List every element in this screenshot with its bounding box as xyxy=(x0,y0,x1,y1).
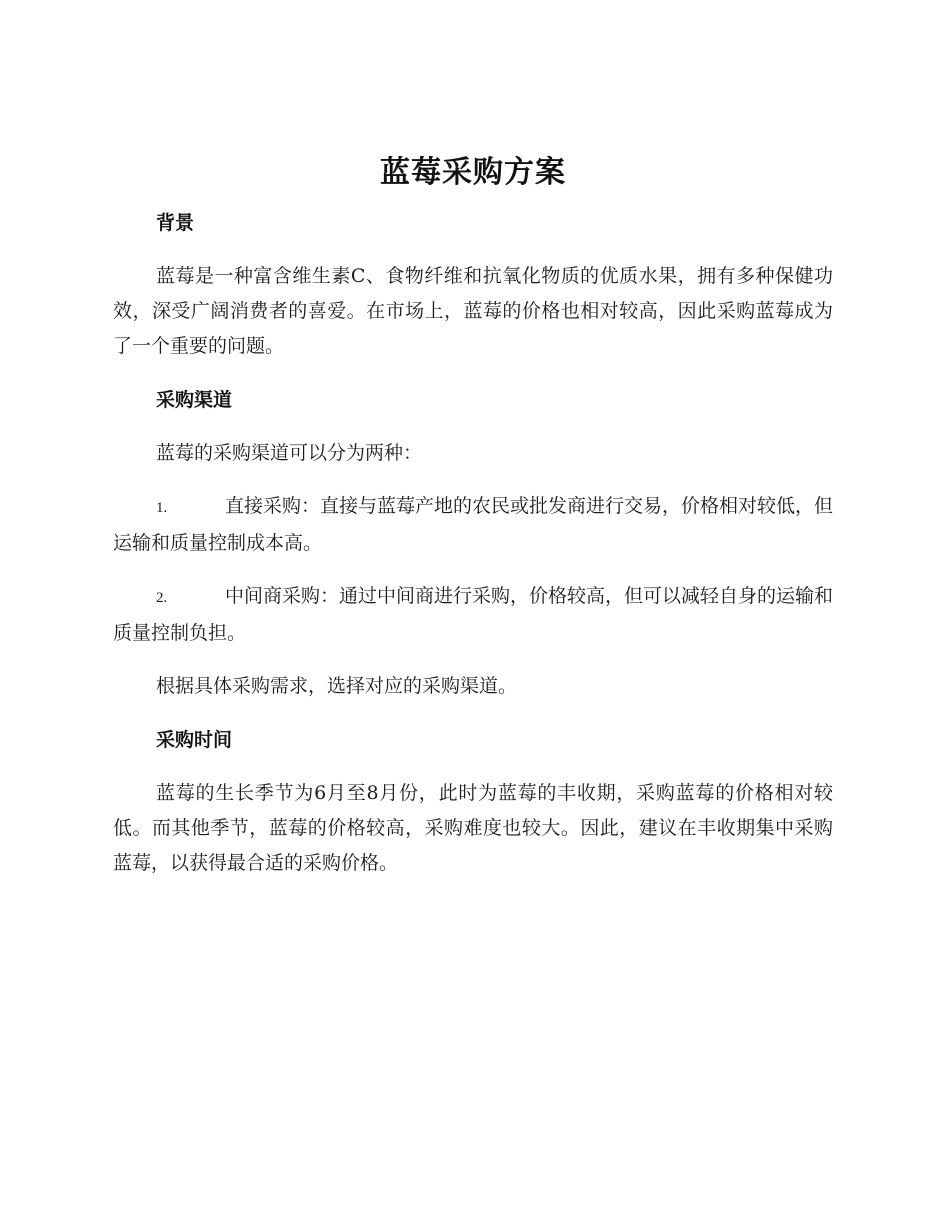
spacer xyxy=(113,364,833,378)
channels-conclusion: 根据具体采购需求，选择对应的采购渠道。 xyxy=(156,675,518,697)
spacer xyxy=(113,245,833,259)
timing-paragraph: 蓝莓的生长季节为6月至8月份，此时为蓝莓的丰收期，采购蓝莓的价格相对较低。而其他季节，蓝莓的价格较高，采购难度也较大。因此，建议在丰收期集中采购蓝莓，以获得最合适的采购价格。 xyxy=(113,782,833,874)
channels-intro: 蓝莓的采购渠道可以分为两种： xyxy=(156,442,423,464)
section-heading-timing: 采购时间 xyxy=(156,729,233,751)
list-item-number: 2. xyxy=(156,590,168,606)
background-paragraph: 蓝莓是一种富含维生素C、食物纤维和抗氧化物质的优质水果，拥有多种保健功效，深受广阔消费者的喜爱。在市场上，蓝莓的价格也相对较高，因此采购蓝莓成为了一个重要的问题。 xyxy=(113,265,833,357)
spacer xyxy=(113,762,833,776)
list-item xyxy=(113,579,833,651)
list-item-number: 1. xyxy=(156,500,168,516)
spacer xyxy=(113,561,833,579)
list-item xyxy=(113,489,833,561)
document-page xyxy=(113,145,833,881)
spacer xyxy=(113,704,833,718)
document-title: 蓝莓采购方案 xyxy=(380,155,566,190)
spacer xyxy=(113,651,833,669)
spacer xyxy=(113,422,833,436)
section-heading-background: 背景 xyxy=(156,212,195,234)
section-heading-channels: 采购渠道 xyxy=(156,389,233,411)
spacer xyxy=(113,471,833,489)
list-item-text: 中间商采购：通过中间商进行采购，价格较高，但可以减轻自身的运输和质量控制负担。 xyxy=(113,585,834,644)
list-item-text: 直接采购：直接与蓝莓产地的农民或批发商进行交易，价格相对较低，但运输和质量控制成本高。 xyxy=(113,495,834,554)
